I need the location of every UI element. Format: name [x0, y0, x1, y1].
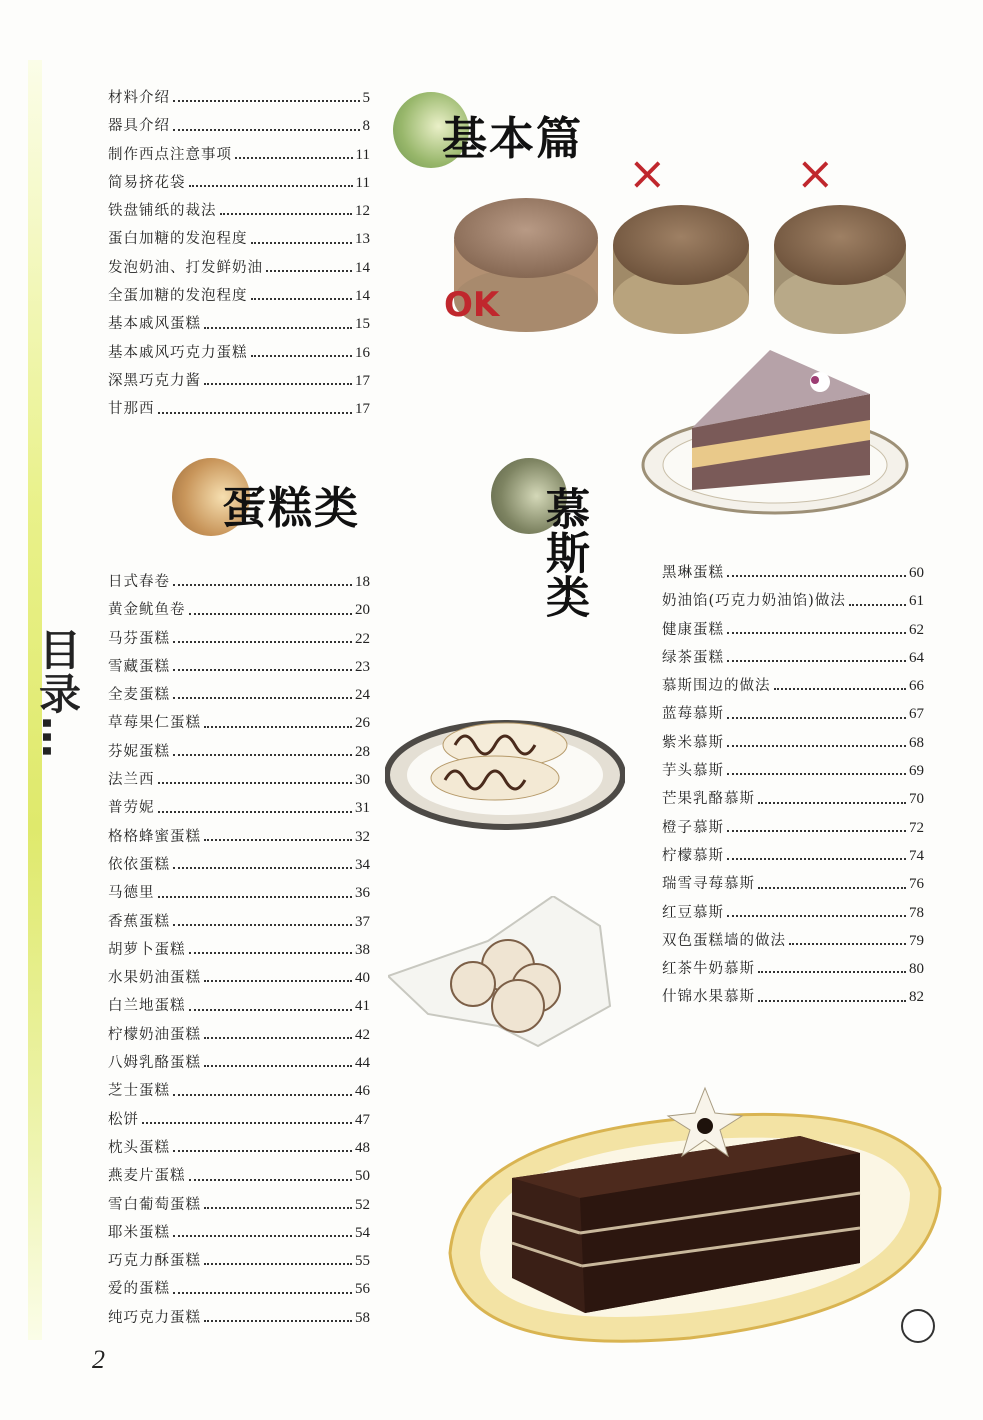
toc-entry-title: 八姆乳酪蛋糕: [108, 1055, 201, 1072]
toc-entry-page: 31: [355, 800, 370, 817]
toc-entry-page: 20: [355, 602, 370, 619]
dot-leader: [158, 896, 353, 898]
toc-entry-page: 17: [355, 401, 370, 418]
toc-entry[interactable]: [108, 598, 370, 626]
toc-entry-title: 发泡奶油、打发鲜奶油: [108, 259, 263, 276]
toc-entry[interactable]: [108, 1193, 370, 1221]
dot-leader: [173, 100, 360, 102]
toc-entry[interactable]: [108, 256, 370, 284]
dot-leader: [758, 887, 906, 889]
dot-leader: [220, 213, 353, 215]
toc-entry-title: 法兰西: [108, 772, 155, 789]
toc-entry-title: 材料介绍: [108, 90, 170, 106]
toc-entry[interactable]: [662, 589, 924, 617]
toc-entry-title: 慕斯围边的做法: [662, 678, 771, 695]
dot-leader: [727, 660, 906, 662]
toc-entry-title: 制作西点注意事项: [108, 146, 232, 163]
toc-entry-page: 34: [355, 856, 370, 873]
dot-leader: [204, 839, 352, 841]
toc-entry-page: 28: [355, 743, 370, 760]
toc-entry-title: 铁盘铺纸的裁法: [108, 203, 217, 220]
cake-toc: [108, 570, 370, 1334]
toc-entry-title: 水果奶油蛋糕: [108, 970, 201, 987]
toc-entry[interactable]: [108, 1306, 370, 1334]
toc-entry[interactable]: [108, 1051, 370, 1079]
dot-leader: [189, 952, 353, 954]
toc-entry-title: 简易挤花袋: [108, 174, 186, 191]
toc-entry[interactable]: [108, 114, 370, 142]
toc-entry[interactable]: [108, 881, 370, 909]
toc-entry-page: 68: [909, 734, 924, 751]
toc-entry-page: 60: [909, 565, 924, 581]
toc-entry[interactable]: [108, 143, 370, 171]
toc-entry-title: 紫米慕斯: [662, 734, 724, 751]
toc-entry-title: 柠檬慕斯: [662, 847, 724, 864]
cross-mark-1: ×: [628, 146, 667, 200]
dot-leader: [204, 327, 352, 329]
toc-entry-title: 红豆慕斯: [662, 904, 724, 921]
toc-entry-title: 雪白葡萄蛋糕: [108, 1196, 201, 1213]
mousse-toc: [662, 561, 924, 1014]
toc-entry-page: 70: [909, 791, 924, 808]
toc-entry-page: 50: [355, 1168, 370, 1185]
toc-entry-title: 日式春卷: [108, 574, 170, 590]
dot-leader: [173, 924, 352, 926]
dot-leader: [727, 830, 906, 832]
toc-entry-title: 芬妮蛋糕: [108, 743, 170, 760]
toc-entry-page: 26: [355, 715, 370, 732]
toc-entry[interactable]: [662, 759, 924, 787]
dot-leader: [727, 915, 906, 917]
toc-entry-title: 柠檬奶油蛋糕: [108, 1026, 201, 1043]
toc-entry[interactable]: [662, 702, 924, 730]
toc-entry-title: 瑞雪寻莓慕斯: [662, 876, 755, 893]
toc-entry-title: 芋头慕斯: [662, 763, 724, 780]
toc-entry[interactable]: [662, 674, 924, 702]
toc-entry-page: 38: [355, 941, 370, 958]
toc-entry-title: 芝士蛋糕: [108, 1083, 170, 1100]
dot-leader: [204, 1263, 352, 1265]
dot-leader: [142, 1122, 352, 1124]
dot-leader: [158, 412, 353, 414]
dot-leader: [251, 242, 353, 244]
toc-entry-page: 56: [355, 1281, 370, 1298]
toc-entry-page: 30: [355, 772, 370, 789]
dot-leader: [173, 669, 352, 671]
toc-entry-title: 爱的蛋糕: [108, 1281, 170, 1298]
dot-leader: [758, 1000, 906, 1002]
toc-entry-page: 54: [355, 1224, 370, 1241]
page-number: 2: [92, 1345, 105, 1374]
dot-leader: [173, 754, 352, 756]
dot-leader: [251, 355, 353, 357]
dot-leader: [727, 632, 906, 634]
toc-entry-page: 72: [909, 819, 924, 836]
dot-leader: [189, 613, 353, 615]
cake-cracked-photo: [774, 205, 906, 334]
toc-entry-page: 14: [355, 259, 370, 276]
dot-leader: [189, 1179, 353, 1181]
toc-entry-title: 奶油馅(巧克力奶油馅)做法: [662, 593, 846, 610]
toc-entry[interactable]: [108, 910, 370, 938]
toc-entry-page: 48: [355, 1139, 370, 1156]
toc-entry[interactable]: [108, 796, 370, 824]
dot-leader: [173, 584, 352, 586]
dot-leader: [774, 688, 907, 690]
basic-toc: [108, 86, 370, 426]
toc-entry-page: 16: [355, 344, 370, 361]
toc-entry-page: 5: [362, 90, 370, 106]
toc-entry[interactable]: [108, 86, 370, 114]
toc-entry[interactable]: [108, 199, 370, 227]
toc-entry-page: 46: [355, 1083, 370, 1100]
contents-title: 目录…: [33, 628, 82, 760]
toc-entry[interactable]: [662, 929, 924, 957]
toc-entry-title: 马芬蛋糕: [108, 630, 170, 647]
dot-leader: [173, 129, 360, 131]
toc-entry[interactable]: [662, 561, 924, 589]
dot-leader: [204, 1207, 352, 1209]
toc-entry-title: 全麦蛋糕: [108, 687, 170, 704]
dot-leader: [727, 717, 906, 719]
toc-entry-title: 格格蜂蜜蛋糕: [108, 828, 201, 845]
toc-entry[interactable]: [108, 312, 370, 340]
toc-entry[interactable]: [108, 1277, 370, 1305]
toc-entry-title: 黄金鱿鱼卷: [108, 602, 186, 619]
toc-entry-page: 11: [355, 146, 370, 163]
dot-leader: [758, 971, 906, 973]
toc-entry[interactable]: [108, 966, 370, 994]
toc-entry-title: 甘那西: [108, 401, 155, 418]
eclair-plate-photo: [385, 700, 625, 830]
toc-entry[interactable]: [662, 618, 924, 646]
toc-entry-title: 基本戚风巧克力蛋糕: [108, 344, 248, 361]
dot-leader: [204, 1320, 352, 1322]
toc-entry[interactable]: [108, 1023, 370, 1051]
dot-leader: [727, 858, 906, 860]
toc-entry[interactable]: [108, 938, 370, 966]
toc-entry[interactable]: [108, 369, 370, 397]
toc-entry[interactable]: [108, 1108, 370, 1136]
toc-entry[interactable]: [108, 994, 370, 1022]
dot-leader: [173, 1235, 352, 1237]
toc-entry-page: 15: [355, 316, 370, 333]
toc-entry[interactable]: [108, 740, 370, 768]
toc-entry-title: 芒果乳酪慕斯: [662, 791, 755, 808]
toc-entry-page: 61: [909, 593, 924, 610]
toc-entry-title: 枕头蛋糕: [108, 1139, 170, 1156]
toc-entry-title: 依依蛋糕: [108, 856, 170, 873]
toc-entry[interactable]: [662, 646, 924, 674]
toc-entry[interactable]: [662, 787, 924, 815]
toc-entry-title: 马德里: [108, 885, 155, 902]
toc-entry[interactable]: [662, 985, 924, 1013]
toc-entry-title: 普劳妮: [108, 800, 155, 817]
toc-entry-page: 17: [355, 372, 370, 389]
toc-entry-page: 11: [355, 174, 370, 191]
toc-entry-page: 22: [355, 630, 370, 647]
toc-entry-title: 深黑巧克力酱: [108, 372, 201, 389]
cross-mark-2: ×: [796, 146, 835, 200]
toc-entry-title: 雪藏蛋糕: [108, 658, 170, 675]
toc-entry-page: 32: [355, 828, 370, 845]
chocolate-layer-cake-photo: [440, 1078, 945, 1348]
toc-entry[interactable]: [108, 341, 370, 369]
dot-leader: [204, 1065, 352, 1067]
toc-entry[interactable]: [108, 570, 370, 598]
dot-leader: [173, 697, 352, 699]
toc-entry-title: 蓝莓慕斯: [662, 706, 724, 723]
toc-entry-page: 79: [909, 932, 924, 949]
toc-entry-title: 耶米蛋糕: [108, 1224, 170, 1241]
toc-entry[interactable]: [108, 1079, 370, 1107]
toc-entry[interactable]: [662, 844, 924, 872]
toc-entry-page: 47: [355, 1111, 370, 1128]
toc-entry-page: 37: [355, 913, 370, 930]
toc-entry-title: 基本戚风蛋糕: [108, 316, 201, 333]
toc-entry-page: 58: [355, 1309, 370, 1326]
toc-entry-title: 双色蛋糕墙的做法: [662, 932, 786, 949]
mousse-section-title: 慕斯类: [538, 486, 589, 618]
toc-entry-page: 13: [355, 231, 370, 248]
dot-leader: [251, 298, 353, 300]
toc-entry-page: 52: [355, 1196, 370, 1213]
toc-entry-title: 松饼: [108, 1111, 139, 1128]
dot-leader: [173, 867, 352, 869]
dot-leader: [173, 1150, 352, 1152]
toc-entry[interactable]: [108, 683, 370, 711]
toc-entry[interactable]: [108, 1164, 370, 1192]
toc-entry-page: 67: [909, 706, 924, 723]
toc-entry-page: 82: [909, 989, 924, 1006]
toc-entry-page: 76: [909, 876, 924, 893]
dot-leader: [789, 943, 906, 945]
toc-entry-page: 62: [909, 621, 924, 638]
toc-entry-page: 69: [909, 763, 924, 780]
toc-entry-title: 健康蛋糕: [662, 621, 724, 638]
toc-entry[interactable]: [108, 655, 370, 683]
meringue-tray-photo: [388, 896, 633, 1056]
toc-entry-title: 白兰地蛋糕: [108, 998, 186, 1015]
toc-entry-title: 胡萝卜蛋糕: [108, 941, 186, 958]
toc-entry-page: 36: [355, 885, 370, 902]
dot-leader: [266, 270, 352, 272]
dot-leader: [235, 157, 353, 159]
toc-entry[interactable]: [108, 1221, 370, 1249]
toc-entry-title: 器具介绍: [108, 118, 170, 135]
toc-entry-title: 全蛋加糖的发泡程度: [108, 288, 248, 305]
toc-entry[interactable]: [108, 284, 370, 312]
toc-entry[interactable]: [662, 901, 924, 929]
dot-leader: [173, 641, 352, 643]
dot-leader: [758, 802, 906, 804]
toc-entry-title: 红茶牛奶慕斯: [662, 961, 755, 978]
toc-entry-page: 64: [909, 649, 924, 666]
toc-entry[interactable]: [108, 171, 370, 199]
toc-entry-title: 蛋白加糖的发泡程度: [108, 231, 248, 248]
dot-leader: [189, 1009, 353, 1011]
toc-entry[interactable]: [108, 1136, 370, 1164]
toc-entry-title: 巧克力酥蛋糕: [108, 1253, 201, 1270]
toc-entry-title: 燕麦片蛋糕: [108, 1168, 186, 1185]
toc-entry-page: 80: [909, 961, 924, 978]
toc-entry-page: 41: [355, 998, 370, 1015]
toc-entry[interactable]: [108, 1249, 370, 1277]
toc-entry[interactable]: [108, 768, 370, 796]
toc-entry[interactable]: [662, 872, 924, 900]
toc-entry[interactable]: [108, 227, 370, 255]
toc-entry-title: 什锦水果慕斯: [662, 989, 755, 1006]
mousse-slice-photo: [640, 350, 915, 520]
toc-entry-page: 55: [355, 1253, 370, 1270]
toc-entry-page: 74: [909, 847, 924, 864]
cake-section-title: 蛋糕类: [222, 483, 360, 534]
toc-entry-page: 40: [355, 970, 370, 987]
toc-entry-page: 8: [362, 118, 370, 135]
toc-entry-page: 18: [355, 574, 370, 590]
dot-leader: [204, 383, 352, 385]
dot-leader: [727, 745, 906, 747]
toc-entry[interactable]: [662, 731, 924, 759]
toc-entry[interactable]: [108, 853, 370, 881]
dot-leader: [189, 185, 353, 187]
dot-leader: [158, 782, 353, 784]
dot-leader: [727, 773, 906, 775]
dot-leader: [173, 1094, 352, 1096]
toc-entry[interactable]: [108, 825, 370, 853]
toc-entry-page: 24: [355, 687, 370, 704]
toc-entry-title: 香蕉蛋糕: [108, 913, 170, 930]
dot-leader: [173, 1292, 352, 1294]
ok-label: OK: [444, 285, 500, 325]
toc-entry-title: 橙子慕斯: [662, 819, 724, 836]
toc-entry[interactable]: [108, 711, 370, 739]
toc-entry[interactable]: [108, 397, 370, 425]
toc-entry-page: 66: [909, 678, 924, 695]
toc-entry-page: 42: [355, 1026, 370, 1043]
toc-entry-page: 14: [355, 288, 370, 305]
dot-leader: [158, 811, 353, 813]
toc-entry-page: 78: [909, 904, 924, 921]
toc-entry-page: 23: [355, 658, 370, 675]
toc-entry-title: 绿茶蛋糕: [662, 649, 724, 666]
toc-entry-title: 草莓果仁蛋糕: [108, 715, 201, 732]
toc-entry-page: 12: [355, 203, 370, 220]
dot-leader: [727, 575, 906, 577]
dot-leader: [204, 980, 352, 982]
dot-leader: [204, 1037, 352, 1039]
toc-entry-page: 44: [355, 1055, 370, 1072]
dot-leader: [849, 604, 906, 606]
toc-entry-title: 黑琳蛋糕: [662, 565, 724, 581]
toc-entry[interactable]: [108, 627, 370, 655]
toc-entry[interactable]: [662, 957, 924, 985]
dot-leader: [204, 726, 352, 728]
toc-entry-title: 纯巧克力蛋糕: [108, 1309, 201, 1326]
basic-section-title: 基本篇: [442, 112, 584, 165]
toc-entry[interactable]: [662, 816, 924, 844]
cake-sunken-photo: [613, 205, 749, 334]
sponge-cake-photos: [440, 160, 930, 350]
